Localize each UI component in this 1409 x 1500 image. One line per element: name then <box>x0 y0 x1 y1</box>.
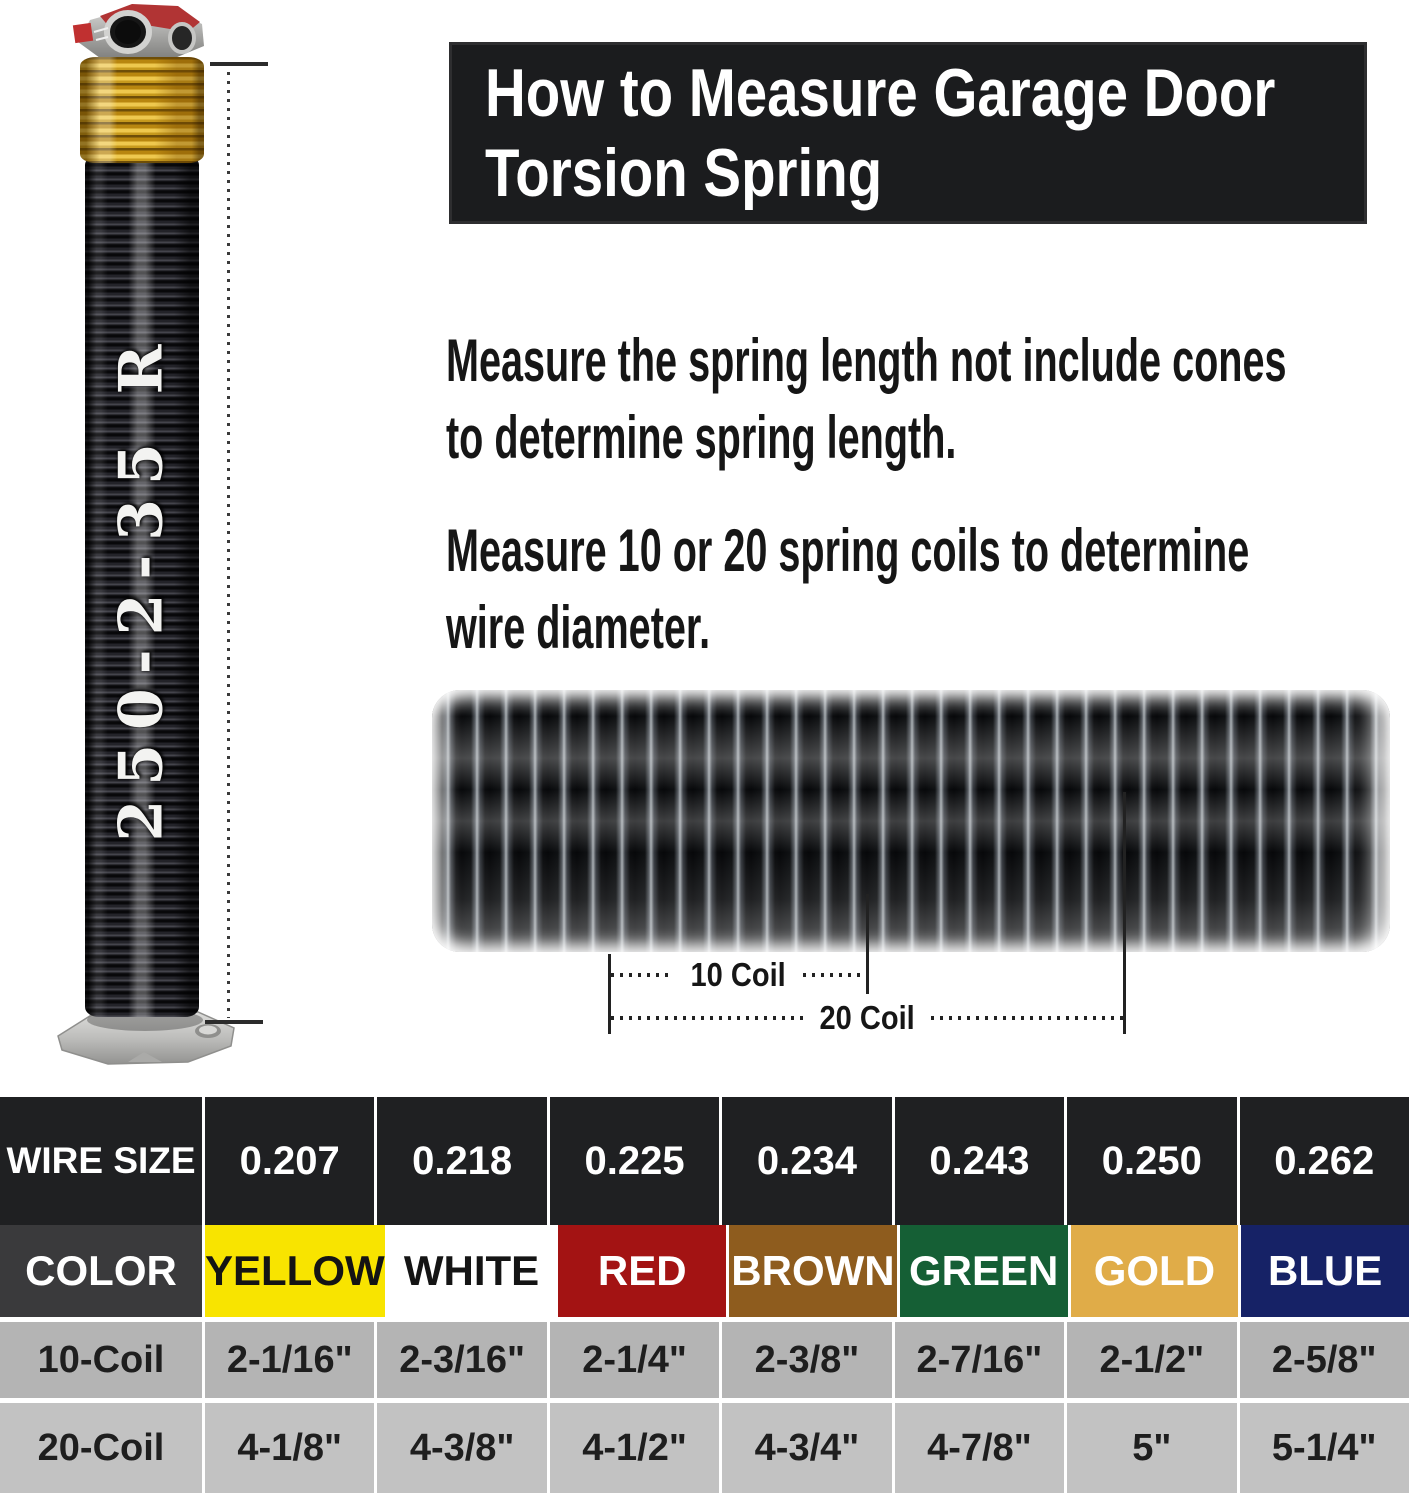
wire-size-value: 0.225 <box>550 1097 719 1225</box>
twenty-coil-value: 4-1/2" <box>550 1403 719 1493</box>
ten-coil-right-tick <box>866 894 869 994</box>
wire-size-row <box>0 1097 1409 1225</box>
twenty-coil-value: 5" <box>1067 1403 1236 1493</box>
twenty-coil-header-cell: 20-Coil <box>0 1403 202 1493</box>
twenty-coil-value: 4-3/8" <box>377 1403 546 1493</box>
wire-size-value: 0.250 <box>1067 1097 1236 1225</box>
spring-body <box>85 155 199 1017</box>
ten-coil-value: 2-5/8" <box>1240 1322 1409 1398</box>
ten-coil-value: 2-1/4" <box>550 1322 719 1398</box>
twenty-coil-right-tick <box>1123 792 1126 1034</box>
instruction-2-line-2: wire diameter. <box>446 594 711 661</box>
twenty-coil-row <box>0 1403 1409 1493</box>
color-cell-yellow: YELLOW <box>205 1225 385 1317</box>
color-cell-red: RED <box>558 1225 726 1317</box>
winding-cone <box>70 2 210 64</box>
torsion-spring-image <box>0 0 280 1075</box>
ten-coil-header-cell: 10-Coil <box>0 1322 202 1398</box>
wire-size-value: 0.262 <box>1240 1097 1409 1225</box>
wire-size-value: 0.243 <box>895 1097 1064 1225</box>
twenty-coil-marker <box>611 999 1123 1037</box>
title-banner <box>449 42 1367 224</box>
length-measure-bottom-tick <box>205 1020 263 1024</box>
wire-size-value: 0.207 <box>205 1097 374 1225</box>
color-cell-blue: BLUE <box>1241 1225 1409 1317</box>
title-line-2: Torsion Spring <box>485 135 883 211</box>
length-measure-top-tick <box>210 62 268 66</box>
spec-table <box>0 1097 1409 1493</box>
color-cell-white: WHITE <box>388 1225 556 1317</box>
ten-coil-marker <box>611 957 866 993</box>
instruction-2-line-1: Measure 10 or 20 spring coils to determine <box>446 517 1250 584</box>
coil-closeup-photo <box>432 690 1390 952</box>
gold-coil-section <box>80 57 204 163</box>
ten-coil-value: 2-1/16" <box>205 1322 374 1398</box>
instruction-1-line-2: to determine spring length. <box>446 404 957 471</box>
twenty-coil-value: 5-1/4" <box>1240 1403 1409 1493</box>
twenty-coil-value: 4-1/8" <box>205 1403 374 1493</box>
ten-coil-label: 10 Coil <box>690 956 787 993</box>
twenty-coil-value: 4-7/8" <box>895 1403 1064 1493</box>
spring-marking-text: 250-2-35 R <box>107 330 178 842</box>
twenty-coil-value: 4-3/4" <box>722 1403 891 1493</box>
ten-coil-value: 2-7/16" <box>895 1322 1064 1398</box>
title-line-1: How to Measure Garage Door <box>485 55 1276 131</box>
ten-coil-row <box>0 1322 1409 1398</box>
color-row <box>0 1225 1409 1317</box>
dotted-line <box>611 973 674 977</box>
color-cell-brown: BROWN <box>729 1225 897 1317</box>
instruction-spring-length <box>446 322 1406 476</box>
wire-size-header-cell: WIRE SIZE <box>0 1097 202 1225</box>
ten-coil-value: 2-1/2" <box>1067 1322 1236 1398</box>
twenty-coil-label: 20 Coil <box>819 999 915 1036</box>
dotted-line <box>931 1016 1123 1020</box>
dotted-line <box>611 1016 803 1020</box>
ten-coil-value: 2-3/8" <box>722 1322 891 1398</box>
color-header-cell: COLOR <box>0 1225 202 1317</box>
color-cell-green: GREEN <box>900 1225 1068 1317</box>
instruction-wire-diameter <box>446 512 1406 666</box>
instruction-1-line-1: Measure the spring length not include cones <box>446 327 1287 394</box>
dotted-line <box>803 973 866 977</box>
ten-coil-value: 2-3/16" <box>377 1322 546 1398</box>
wire-size-value: 0.234 <box>722 1097 891 1225</box>
color-cell-gold: GOLD <box>1071 1225 1239 1317</box>
wire-size-value: 0.218 <box>377 1097 546 1225</box>
length-measure-dotted-line <box>227 72 230 1018</box>
